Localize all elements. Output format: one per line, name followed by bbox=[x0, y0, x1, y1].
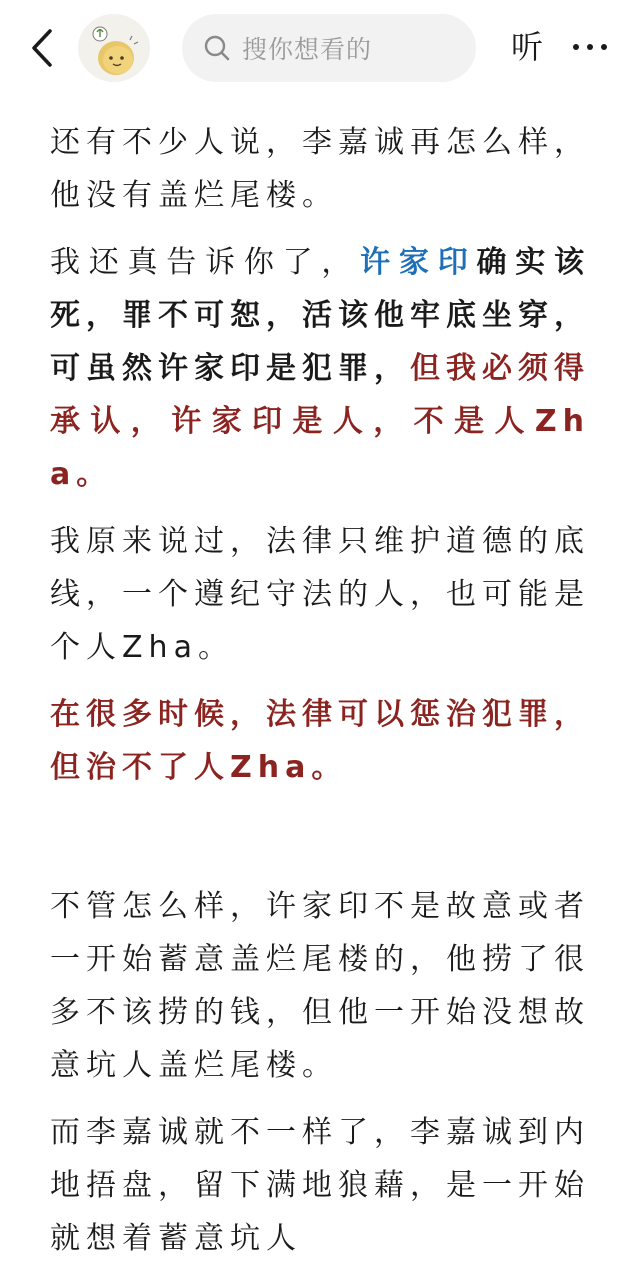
name-link[interactable]: 许家印 bbox=[360, 245, 477, 280]
paragraph-2-lead: 我还真告诉你了， bbox=[50, 245, 361, 280]
more-button[interactable] bbox=[570, 30, 610, 64]
paragraph-2 bbox=[50, 236, 590, 501]
back-button[interactable] bbox=[26, 26, 58, 70]
search-input[interactable] bbox=[182, 14, 476, 82]
top-bar bbox=[0, 0, 640, 96]
avatar[interactable] bbox=[78, 14, 150, 82]
more-dots-icon bbox=[572, 43, 608, 51]
paragraph-3: 我原来说过，法律只维护道德的底线，一个遵纪守法的人，也可能是个人Zha。 bbox=[50, 524, 590, 665]
paragraph-4: 在很多时候，法律可以惩治犯罪，但治不了人Zha。 bbox=[50, 697, 590, 785]
paragraph-6: 而李嘉诚就不一样了，李嘉诚到内地捂盘，留下满地狼藉，是一开始就想着蓄意坑人 bbox=[50, 1115, 590, 1256]
paragraph-2-emphasis: 但我必须得承认，许家印是人，不是人Zha。 bbox=[50, 351, 590, 492]
potato-mascot-avatar bbox=[78, 14, 150, 82]
chevron-left-icon bbox=[30, 28, 54, 68]
article-body bbox=[50, 116, 590, 1265]
search-icon bbox=[202, 33, 232, 63]
paragraph-5: 不管怎么样，许家印不是故意或者一开始蓄意盖烂尾楼的，他捞了很多不该捞的钱，但他一开始没想故意坑人盖烂尾楼。 bbox=[50, 889, 590, 1083]
search-placeholder: 搜你想看的 bbox=[242, 35, 373, 64]
listen-button[interactable]: 听 bbox=[510, 28, 543, 66]
paragraph-1: 还有不少人说，李嘉诚再怎么样，他没有盖烂尾楼。 bbox=[50, 125, 590, 213]
paragraph-2-bold: 确实该死，罪不可恕，活该他牢底坐穿，可虽然许家印是犯罪， bbox=[50, 245, 591, 386]
